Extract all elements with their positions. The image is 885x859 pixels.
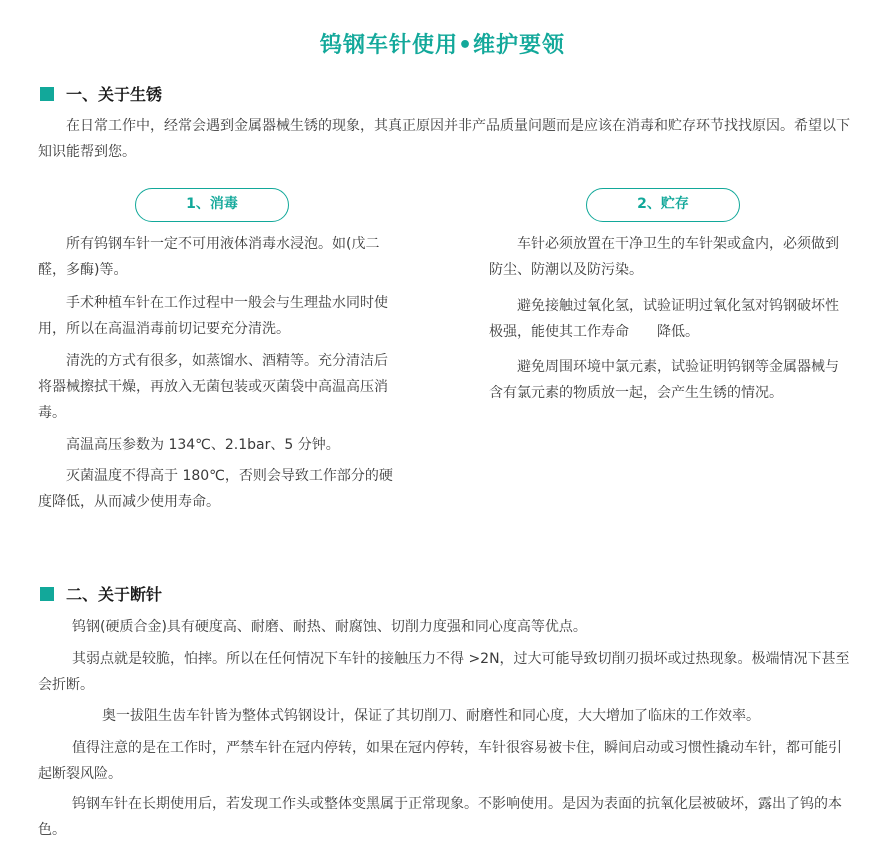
- page-title: 钨钢车针使用•维护要领: [319, 33, 566, 58]
- breakage-paragraph: 奥一拔阻生齿车针皆为整体式钨钢设计，保证了其切削刀、耐磨性和同心度，大大增加了临床的工作效率。: [102, 708, 760, 724]
- disinfection-label: 1、消毒: [135, 188, 289, 222]
- section-1-header: [40, 82, 162, 105]
- storage-label: 2、贮存: [586, 188, 740, 222]
- section-2-title: 二、关于断针: [66, 585, 163, 604]
- disinfection-paragraph: 所有钨钢车针一定不可用液体消毒水浸泡。如(戊二醛，多酶)等。: [38, 236, 380, 278]
- storage-paragraph: 避免接触过氧化氢，试验证明过氧化氢对钨钢破坏性极强，能使其工作寿命 降低。: [489, 298, 839, 340]
- breakage-paragraph: 钨钢车针在长期使用后，若发现工作头或整体变黑属于正常现象。不影响使用。是因为表面的抗氧化层被破坏，露出了钨的本色。: [38, 796, 842, 838]
- breakage-paragraph: 值得注意的是在工作时，严禁车针在冠内停转，如果在冠内停转，车针很容易被卡住，瞬间启动或习惯性撬动车针，都可能引起断裂风险。: [38, 740, 842, 782]
- disinfection-paragraph: 高温高压参数为 134℃、2.1bar、5 分钟。: [66, 437, 340, 453]
- section-1-title: 一、关于生锈: [66, 85, 163, 104]
- disinfection-paragraph: 清洗的方式有很多，如蒸馏水、酒精等。充分清洁后将器械擦拭干燥，再放入无菌包装或灭菌袋中高温高压消毒。: [38, 353, 388, 421]
- storage-paragraph: 车针必须放置在干净卫生的车针架或盒内，必须做到防尘、防潮以及防污染。: [489, 236, 839, 278]
- breakage-paragraph: 钨钢(硬质合金)具有硬度高、耐磨、耐热、耐腐蚀、切削力度强和同心度高等优点。: [72, 619, 587, 635]
- section-marker-icon: [40, 87, 54, 101]
- section-2-header: [40, 582, 162, 605]
- disinfection-paragraph: 灭菌温度不得高于 180℃，否则会导致工作部分的硬度降低，从而减少使用寿命。: [38, 468, 393, 510]
- section-marker-icon: [40, 587, 54, 601]
- storage-paragraph: 避免周围环境中氯元素，试验证明钨钢等金属器械与含有氯元素的物质放一起，会产生生锈的情况。: [489, 359, 839, 401]
- disinfection-paragraph: 手术种植车针在工作过程中一般会与生理盐水同时使用，所以在高温消毒前切记要充分清洗。: [38, 295, 388, 337]
- breakage-paragraph: 其弱点就是较脆，怕摔。所以在任何情况下车针的接触压力不得 >2N，过大可能导致切削刃损坏或过热现象。极端情况下甚至会折断。: [38, 651, 850, 693]
- section-1-intro: 在日常工作中，经常会遇到金属器械生锈的现象，其真正原因并非产品质量问题而是应该在消毒和贮存环节找找原因。希望以下知识能帮到您。: [38, 118, 850, 160]
